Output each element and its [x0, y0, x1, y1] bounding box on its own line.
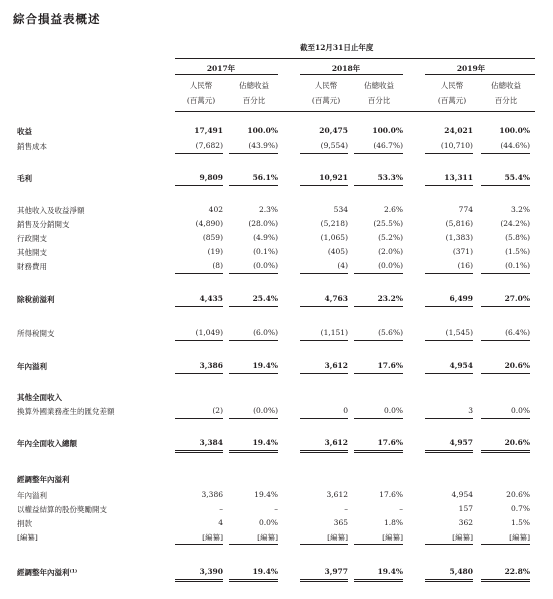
col-header-rmb-2019: [427, 80, 477, 106]
row-label: 毛利: [17, 174, 32, 183]
period-header: 截至12月31日止年度: [300, 43, 374, 52]
cell-underline: [175, 273, 223, 274]
row-label: 其他開支: [17, 248, 47, 257]
table-cell: 3,386: [201, 490, 223, 499]
year-rule-2019: [425, 74, 535, 75]
table-cell: 4,435: [199, 294, 223, 303]
table-cell: 20.6%: [506, 490, 530, 499]
table-cell: [編纂]: [327, 533, 348, 542]
row-label: [編纂]: [17, 533, 38, 542]
cell-underline: [229, 373, 278, 374]
table-cell: 3,612: [324, 361, 348, 370]
table-cell: 100.0%: [499, 126, 530, 135]
table-cell: (44.6%): [500, 141, 530, 150]
table-cell: 17.6%: [379, 490, 403, 499]
cell-underline: [229, 153, 278, 154]
table-cell: (5.8%): [505, 233, 530, 242]
table-cell: (2): [212, 406, 223, 415]
table-cell: (16): [457, 261, 473, 270]
table-cell: 0.0%: [258, 518, 278, 527]
table-cell: 3.2%: [510, 205, 530, 214]
table-cell: (1,151): [320, 328, 348, 337]
table-cell: 1.5%: [510, 518, 530, 527]
table-cell: 10,921: [319, 173, 348, 182]
col-header-rmb-2017: [176, 80, 226, 106]
col-header-rmb-2018: [301, 80, 351, 106]
table-cell: 27.0%: [504, 294, 530, 303]
cell-underline: [354, 340, 403, 341]
table-cell: 4,957: [449, 438, 473, 447]
cell-double-underline: [229, 579, 278, 582]
table-cell: (1,383): [445, 233, 473, 242]
table-cell: 157: [458, 504, 473, 513]
cell-double-underline: [229, 450, 278, 453]
table-cell: –: [219, 504, 223, 513]
table-cell: 3,384: [199, 438, 223, 447]
table-cell: 100.0%: [247, 126, 278, 135]
row-label: 除稅前溢利: [17, 295, 55, 304]
table-cell: 0.0%: [383, 406, 403, 415]
table-cell: 3,612: [326, 490, 348, 499]
col-header-rmb-line2: (百萬元): [186, 96, 216, 105]
col-header-pct-2018: [354, 80, 404, 106]
cell-double-underline: [300, 579, 348, 582]
table-cell: 9,809: [199, 173, 223, 182]
table-cell: 362: [458, 518, 473, 527]
col-header-pct-line2: 百分比: [367, 96, 391, 105]
table-cell: 4,954: [451, 490, 473, 499]
cell-underline: [229, 418, 278, 419]
table-cell: 25.4%: [252, 294, 278, 303]
page-title: 綜合損益表概述: [13, 12, 101, 26]
cell-underline: [425, 340, 473, 341]
table-cell: (19): [207, 247, 223, 256]
table-cell: 3,390: [199, 567, 223, 576]
table-cell: (5.6%): [378, 328, 403, 337]
row-label: 財務費用: [17, 262, 47, 271]
table-cell: 402: [208, 205, 223, 214]
table-cell: (8): [212, 261, 223, 270]
cell-underline: [354, 306, 403, 307]
table-cell: 20.6%: [504, 438, 530, 447]
cell-underline: [481, 306, 530, 307]
cell-underline: [300, 185, 348, 186]
table-cell: 19.4%: [252, 438, 278, 447]
col-header-rmb-line1: 人民幣: [314, 81, 338, 90]
table-cell: 3: [468, 406, 473, 415]
table-cell: 3,386: [199, 361, 223, 370]
cell-underline: [300, 544, 348, 545]
table-cell: (0.0%): [253, 261, 278, 270]
cell-underline: [300, 340, 348, 341]
table-cell: (25.5%): [373, 219, 403, 228]
cell-underline: [425, 306, 473, 307]
cell-underline: [354, 273, 403, 274]
cell-underline: [175, 373, 223, 374]
cell-underline: [354, 185, 403, 186]
table-cell: 23.2%: [377, 294, 403, 303]
table-cell: 20,475: [319, 126, 348, 135]
table-cell: 24,021: [444, 126, 473, 135]
table-cell: 19.4%: [377, 567, 403, 576]
cell-underline: [175, 306, 223, 307]
cell-underline: [481, 418, 530, 419]
cell-double-underline: [354, 579, 403, 582]
cell-double-underline: [175, 579, 223, 582]
table-cell: (4.9%): [253, 233, 278, 242]
cell-underline: [300, 153, 348, 154]
table-cell: (46.7%): [373, 141, 403, 150]
table-cell: 19.4%: [252, 361, 278, 370]
cell-underline: [481, 340, 530, 341]
table-cell: [編纂]: [452, 533, 473, 542]
cell-underline: [354, 418, 403, 419]
table-cell: 17.6%: [377, 438, 403, 447]
cell-underline: [354, 153, 403, 154]
table-cell: 53.3%: [377, 173, 403, 182]
cell-underline: [229, 273, 278, 274]
table-cell: 100.0%: [372, 126, 403, 135]
cell-double-underline: [300, 450, 348, 453]
table-cell: (1.5%): [505, 247, 530, 256]
table-cell: –: [274, 504, 278, 513]
col-header-pct-2019: [481, 80, 531, 106]
table-cell: (405): [327, 247, 348, 256]
cell-underline: [425, 273, 473, 274]
table-cell: (4): [337, 261, 348, 270]
row-label: 行政開支: [17, 234, 47, 243]
row-label: 經調整年內溢利: [17, 475, 70, 484]
table-cell: (371): [452, 247, 473, 256]
table-cell: (859): [202, 233, 223, 242]
cell-double-underline: [481, 579, 530, 582]
row-label: 年內溢利: [17, 491, 47, 500]
cell-underline: [354, 373, 403, 374]
table-cell: (5,816): [445, 219, 473, 228]
cell-double-underline: [425, 450, 473, 453]
cell-underline: [354, 544, 403, 545]
table-cell: [編纂]: [257, 533, 278, 542]
row-label: 銷售及分銷開支: [17, 220, 70, 229]
table-cell: (4,890): [195, 219, 223, 228]
table-cell: 4,954: [449, 361, 473, 370]
cell-underline: [481, 185, 530, 186]
table-cell: 22.8%: [504, 567, 530, 576]
cell-underline: [481, 544, 530, 545]
table-cell: 534: [333, 205, 348, 214]
col-header-pct-line1: 佔總收益: [364, 81, 394, 90]
row-label: 銷售成本: [17, 142, 47, 151]
cell-underline: [300, 418, 348, 419]
table-cell: 3,612: [324, 438, 348, 447]
cell-underline: [425, 418, 473, 419]
year-header-2019: 2019年: [456, 64, 486, 73]
table-cell: (0.1%): [505, 261, 530, 270]
table-cell: 0.0%: [510, 406, 530, 415]
table-cell: [編纂]: [382, 533, 403, 542]
table-cell: 1.8%: [383, 518, 403, 527]
cell-underline: [229, 340, 278, 341]
col-header-pct-line1: 佔總收益: [239, 81, 269, 90]
table-cell: 774: [458, 205, 473, 214]
table-cell: 2.6%: [383, 205, 403, 214]
cell-double-underline: [481, 450, 530, 453]
table-cell: (28.0%): [248, 219, 278, 228]
table-cell: 3,977: [324, 567, 348, 576]
col-header-pct-line2: 百分比: [494, 96, 518, 105]
cell-underline: [229, 544, 278, 545]
table-cell: (6.0%): [253, 328, 278, 337]
table-cell: 4,763: [324, 294, 348, 303]
table-cell: 55.4%: [504, 173, 530, 182]
table-cell: 4: [218, 518, 223, 527]
header-rule: [175, 111, 535, 112]
row-label: 換算外國業務產生的匯兌差額: [17, 407, 115, 416]
cell-underline: [175, 544, 223, 545]
cell-underline: [481, 373, 530, 374]
cell-underline: [300, 373, 348, 374]
table-cell: 56.1%: [252, 173, 278, 182]
row-label: 以權益結算的股份獎勵開支: [17, 505, 107, 514]
col-header-rmb-line1: 人民幣: [189, 81, 213, 90]
cell-underline: [175, 418, 223, 419]
table-cell: 13,311: [444, 173, 473, 182]
col-header-rmb-line1: 人民幣: [440, 81, 464, 90]
col-header-pct-2017: [229, 80, 279, 106]
table-cell: 19.4%: [252, 567, 278, 576]
table-cell: (0.1%): [253, 247, 278, 256]
col-header-rmb-line2: (百萬元): [311, 96, 341, 105]
cell-underline: [229, 306, 278, 307]
cell-underline: [175, 340, 223, 341]
table-cell: 5,480: [449, 567, 473, 576]
table-cell: (24.2%): [500, 219, 530, 228]
table-cell: (1,065): [320, 233, 348, 242]
table-cell: –: [344, 504, 348, 513]
row-label: 其他全面收入: [17, 393, 62, 402]
cell-underline: [300, 273, 348, 274]
cell-double-underline: [175, 450, 223, 453]
table-cell: (10,710): [440, 141, 473, 150]
table-cell: (43.9%): [248, 141, 278, 150]
table-cell: (0.0%): [378, 261, 403, 270]
col-header-pct-line2: 百分比: [242, 96, 266, 105]
period-rule: [175, 58, 535, 59]
table-cell: (1,545): [445, 328, 473, 337]
row-label: 年內溢利: [17, 362, 47, 371]
year-rule-2018: [300, 74, 403, 75]
table-cell: 20.6%: [504, 361, 530, 370]
table-cell: (2.0%): [378, 247, 403, 256]
year-header-2017: 2017年: [206, 64, 236, 73]
table-cell: 6,499: [449, 294, 473, 303]
table-cell: (0.0%): [253, 406, 278, 415]
table-cell: (5,218): [320, 219, 348, 228]
cell-underline: [175, 185, 223, 186]
cell-underline: [300, 306, 348, 307]
table-cell: [編纂]: [509, 533, 530, 542]
table-cell: 2.3%: [258, 205, 278, 214]
table-cell: 0: [343, 406, 348, 415]
row-label: 收益: [17, 127, 32, 136]
table-cell: 17.6%: [377, 361, 403, 370]
table-cell: 19.4%: [254, 490, 278, 499]
table-cell: 0.7%: [510, 504, 530, 513]
cell-underline: [481, 153, 530, 154]
table-cell: –: [399, 504, 403, 513]
table-cell: (5.2%): [378, 233, 403, 242]
cell-underline: [425, 185, 473, 186]
row-label: 所得稅開支: [17, 329, 55, 338]
row-label: 經調整年內溢利⁽¹⁾: [17, 568, 78, 577]
table-cell: 365: [333, 518, 348, 527]
table-cell: (1,049): [195, 328, 223, 337]
year-rule-2017: [175, 74, 278, 75]
cell-double-underline: [425, 579, 473, 582]
table-cell: 17,491: [194, 126, 223, 135]
row-label: 捐款: [17, 519, 32, 528]
cell-double-underline: [354, 450, 403, 453]
table-cell: (7,682): [195, 141, 223, 150]
year-header-2018: 2018年: [331, 64, 361, 73]
table-cell: (6.4%): [505, 328, 530, 337]
cell-underline: [229, 185, 278, 186]
col-header-pct-line1: 佔總收益: [491, 81, 521, 90]
cell-underline: [481, 273, 530, 274]
col-header-rmb-line2: (百萬元): [437, 96, 467, 105]
row-label: 其他收入及收益淨額: [17, 206, 85, 215]
row-label: 年內全面收入總額: [17, 439, 77, 448]
cell-underline: [425, 373, 473, 374]
table-cell: (9,554): [320, 141, 348, 150]
cell-underline: [175, 153, 223, 154]
cell-underline: [425, 153, 473, 154]
cell-underline: [425, 544, 473, 545]
table-cell: [編纂]: [202, 533, 223, 542]
